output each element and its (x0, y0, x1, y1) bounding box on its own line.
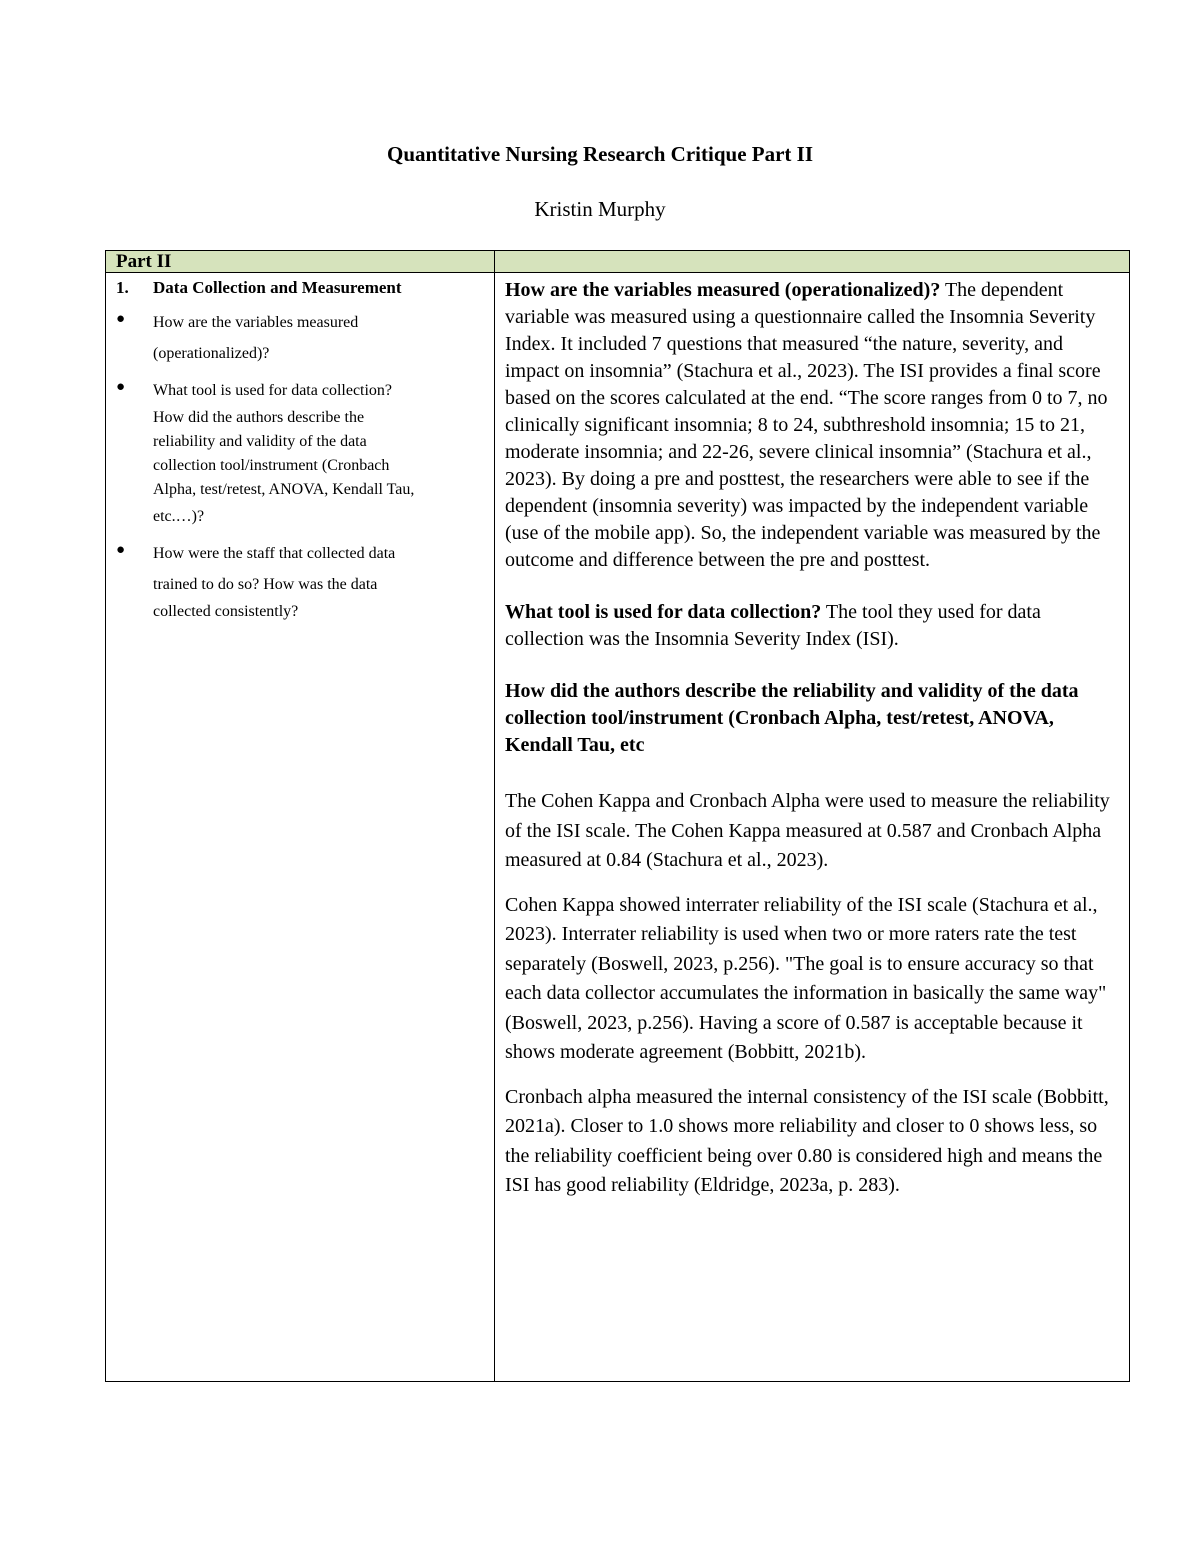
author-name: Kristin Murphy (534, 197, 666, 221)
bullet-dot-icon: ● (116, 311, 126, 327)
questions-cell (106, 273, 495, 1382)
bullet-item (116, 375, 486, 532)
question-reliability: How did the authors describe the reliability and validity of the data collection tool/instrument (Cronbach Alpha, test/retest, ANOVA, Kendall Tau, etc (505, 680, 1079, 756)
section-heading (116, 277, 486, 299)
bullet-item (116, 538, 486, 624)
answer-operationalized: How are the variables measured (operationalized)? The dependent variable was measured using a questionnaire called the Insomnia Severity Index. It included 7 questions that measured “the nature, severity, and impact on insomnia” (Stachura et al., 2023). The ISI provides a final score based on the scores calculated at the end. “The score ranges from 0 to 7, no clinically significant insomnia; 8 to 24, subthreshold insomnia; 15 to 21, moderate insomnia; and 22-26, severe clinical insomnia” (Stachura et al., 2023). By doing a pre and posttest, the researchers were able to see if the dependent (insomnia severity) was impacted by the independent variable (use of the mobile app). So, the independent variable was measured by the outcome and difference between the pre and posttest. (505, 279, 1108, 571)
bullet-dot-icon: ● (116, 542, 126, 558)
section-number: 1. (116, 278, 129, 297)
part-header: Part II (106, 251, 495, 273)
question-operationalized: How are the variables measured (operationalized)? (505, 279, 941, 301)
paragraph-reliability: The Cohen Kappa and Cronbach Alpha were used to measure the reliability of the ISI scale. The Cohen Kappa measured at 0.587 and Cronbach Alpha measured at 0.84 (Stachura et al., 2023). (505, 790, 1110, 871)
document-title: Quantitative Nursing Research Critique Part II (387, 142, 813, 166)
table-header-row (106, 251, 1130, 273)
bullet-text: What tool is used for data collection? How did the authors describe the reliability and validity of the data collection tool/instrument (Cronbach Alpha, test/retest, ANOVA, Kendall Tau, etc.…)? (153, 382, 415, 525)
bullet-item (116, 307, 486, 369)
header-empty-cell (495, 251, 1130, 273)
bullet-text: How are the variables measured (operationalized)? (153, 314, 359, 362)
question-tool: What tool is used for data collection? (505, 601, 822, 623)
section-title: Data Collection and Measurement (153, 278, 402, 297)
paragraph-cohen-kappa: Cohen Kappa showed interrater reliability of the ISI scale (Stachura et al., 2023). Interrater reliability is used when two or more raters rate the test separately (Boswell, 2023, p.256). "The goal is to ensure accuracy so that each data collector accumulates the information in basically the same way" (Boswell, 2023, p.256). Having a score of 0.587 is acceptable because it shows moderate agreement (Bobbitt, 2021b). (505, 893, 1107, 1063)
paragraph-cronbach-alpha: Cronbach alpha measured the internal consistency of the ISI scale (Bobbitt, 2021a). Closer to 1.0 shows more reliability and closer to 0 shows less, so the reliability coefficient being over 0.80 is considered high and means the ISI has good reliability (Eldridge, 2023a, p. 283). (505, 1085, 1109, 1196)
bullet-text: How were the staff that collected data trained to do so? How was the data collected consistently? (153, 545, 396, 620)
section-row (106, 273, 1130, 1382)
answer-tool: What tool is used for data collection? The tool they used for data collection was the Insomnia Severity Index (ISI). (505, 601, 1041, 650)
bullet-dot-icon: ● (116, 379, 126, 395)
critique-table (105, 250, 1130, 1382)
answers-cell (495, 273, 1130, 1382)
